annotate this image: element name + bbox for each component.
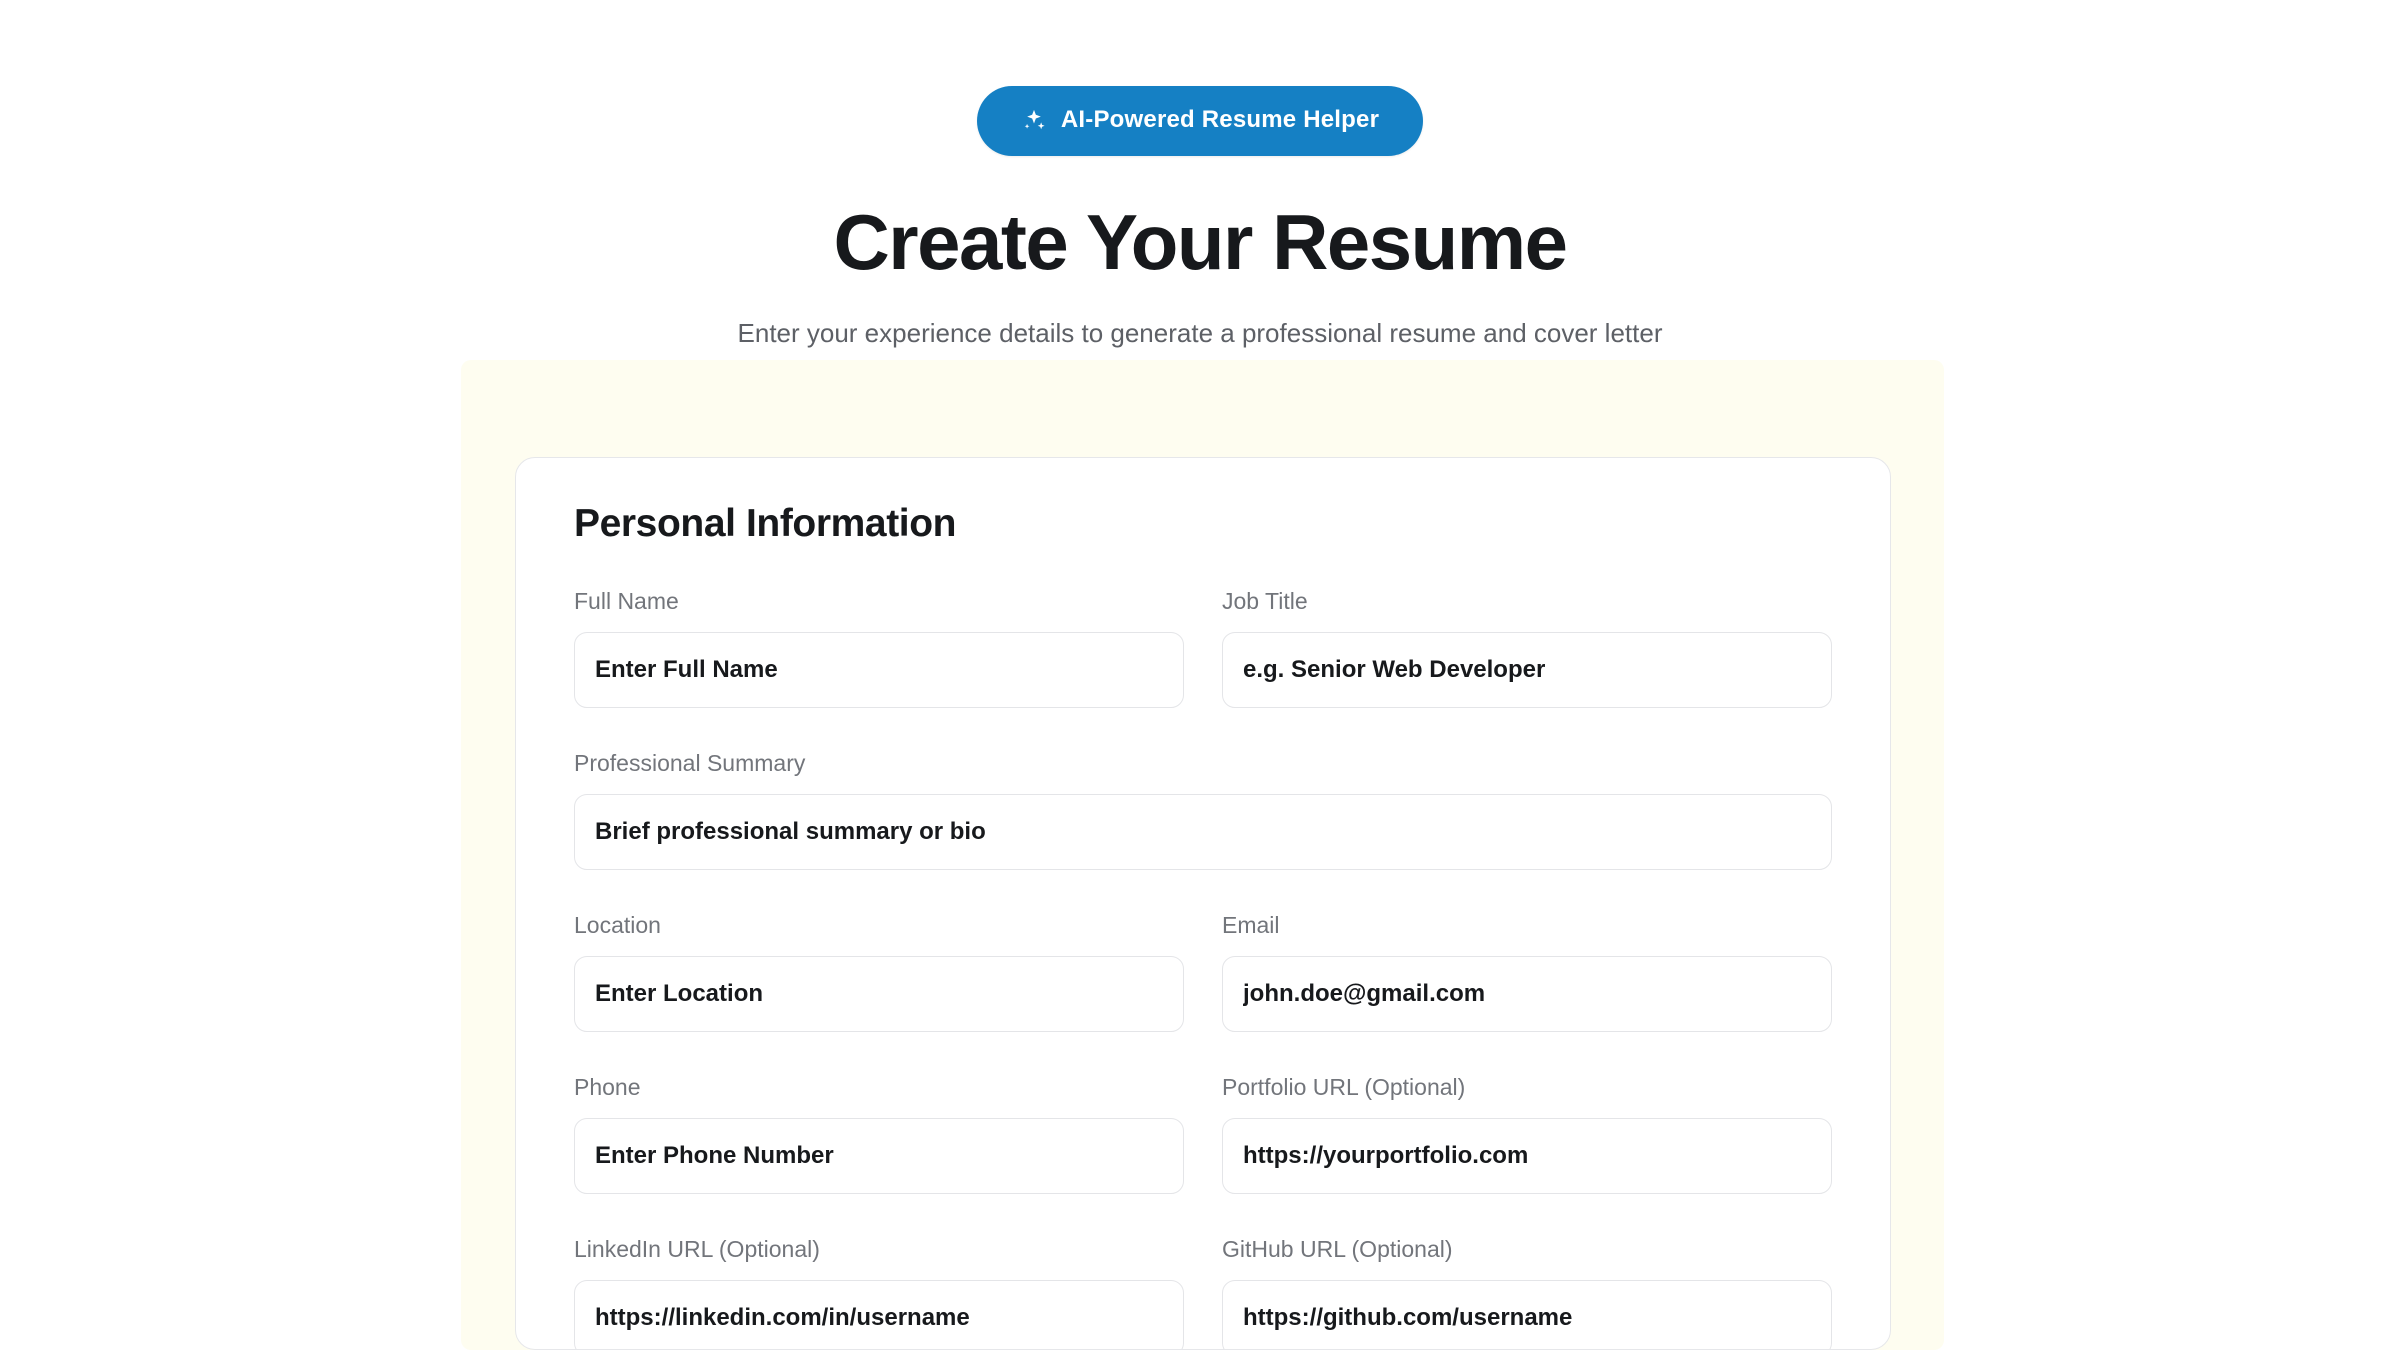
ai-resume-helper-badge[interactable] — [977, 86, 1423, 156]
label-portfolio-url: Portfolio URL (Optional) — [1222, 1074, 1466, 1100]
label-full-name: Full Name — [574, 588, 679, 614]
page-subtitle: Enter your experience details to generate a professional resume and cover letter — [737, 317, 1663, 348]
ai-resume-helper-badge-label: AI-Powered Resume Helper — [1060, 106, 1380, 133]
field-email — [1222, 912, 1832, 1032]
professional-summary-input[interactable] — [574, 794, 1832, 870]
field-github-url — [1222, 1236, 1832, 1350]
label-job-title: Job Title — [1222, 588, 1308, 614]
label-professional-summary: Professional Summary — [574, 750, 806, 776]
page-title: Create Your Resume — [833, 198, 1567, 286]
phone-input[interactable] — [574, 1118, 1184, 1194]
field-full-name — [574, 588, 1184, 708]
label-location: Location — [574, 912, 661, 938]
field-phone — [574, 1074, 1184, 1194]
personal-information-card — [515, 457, 1891, 1350]
github-url-input[interactable] — [1222, 1280, 1832, 1350]
full-name-input[interactable] — [574, 632, 1184, 708]
label-email: Email — [1222, 912, 1280, 938]
job-title-input[interactable] — [1222, 632, 1832, 708]
linkedin-url-input[interactable] — [574, 1280, 1184, 1350]
label-github-url: GitHub URL (Optional) — [1222, 1236, 1453, 1262]
hero-section — [0, 0, 2400, 349]
email-input[interactable] — [1222, 956, 1832, 1032]
field-professional-summary — [574, 750, 1832, 870]
personal-information-fields — [574, 546, 1832, 1350]
portfolio-url-input[interactable] — [1222, 1118, 1832, 1194]
field-linkedin-url — [574, 1236, 1184, 1350]
field-job-title — [1222, 588, 1832, 708]
location-input[interactable] — [574, 956, 1184, 1032]
field-portfolio-url — [1222, 1074, 1832, 1194]
section-title-personal-information: Personal Information — [574, 502, 957, 545]
label-linkedin-url: LinkedIn URL (Optional) — [574, 1236, 820, 1262]
label-phone: Phone — [574, 1074, 641, 1100]
field-location — [574, 912, 1184, 1032]
sparkle-icon — [1021, 107, 1047, 133]
